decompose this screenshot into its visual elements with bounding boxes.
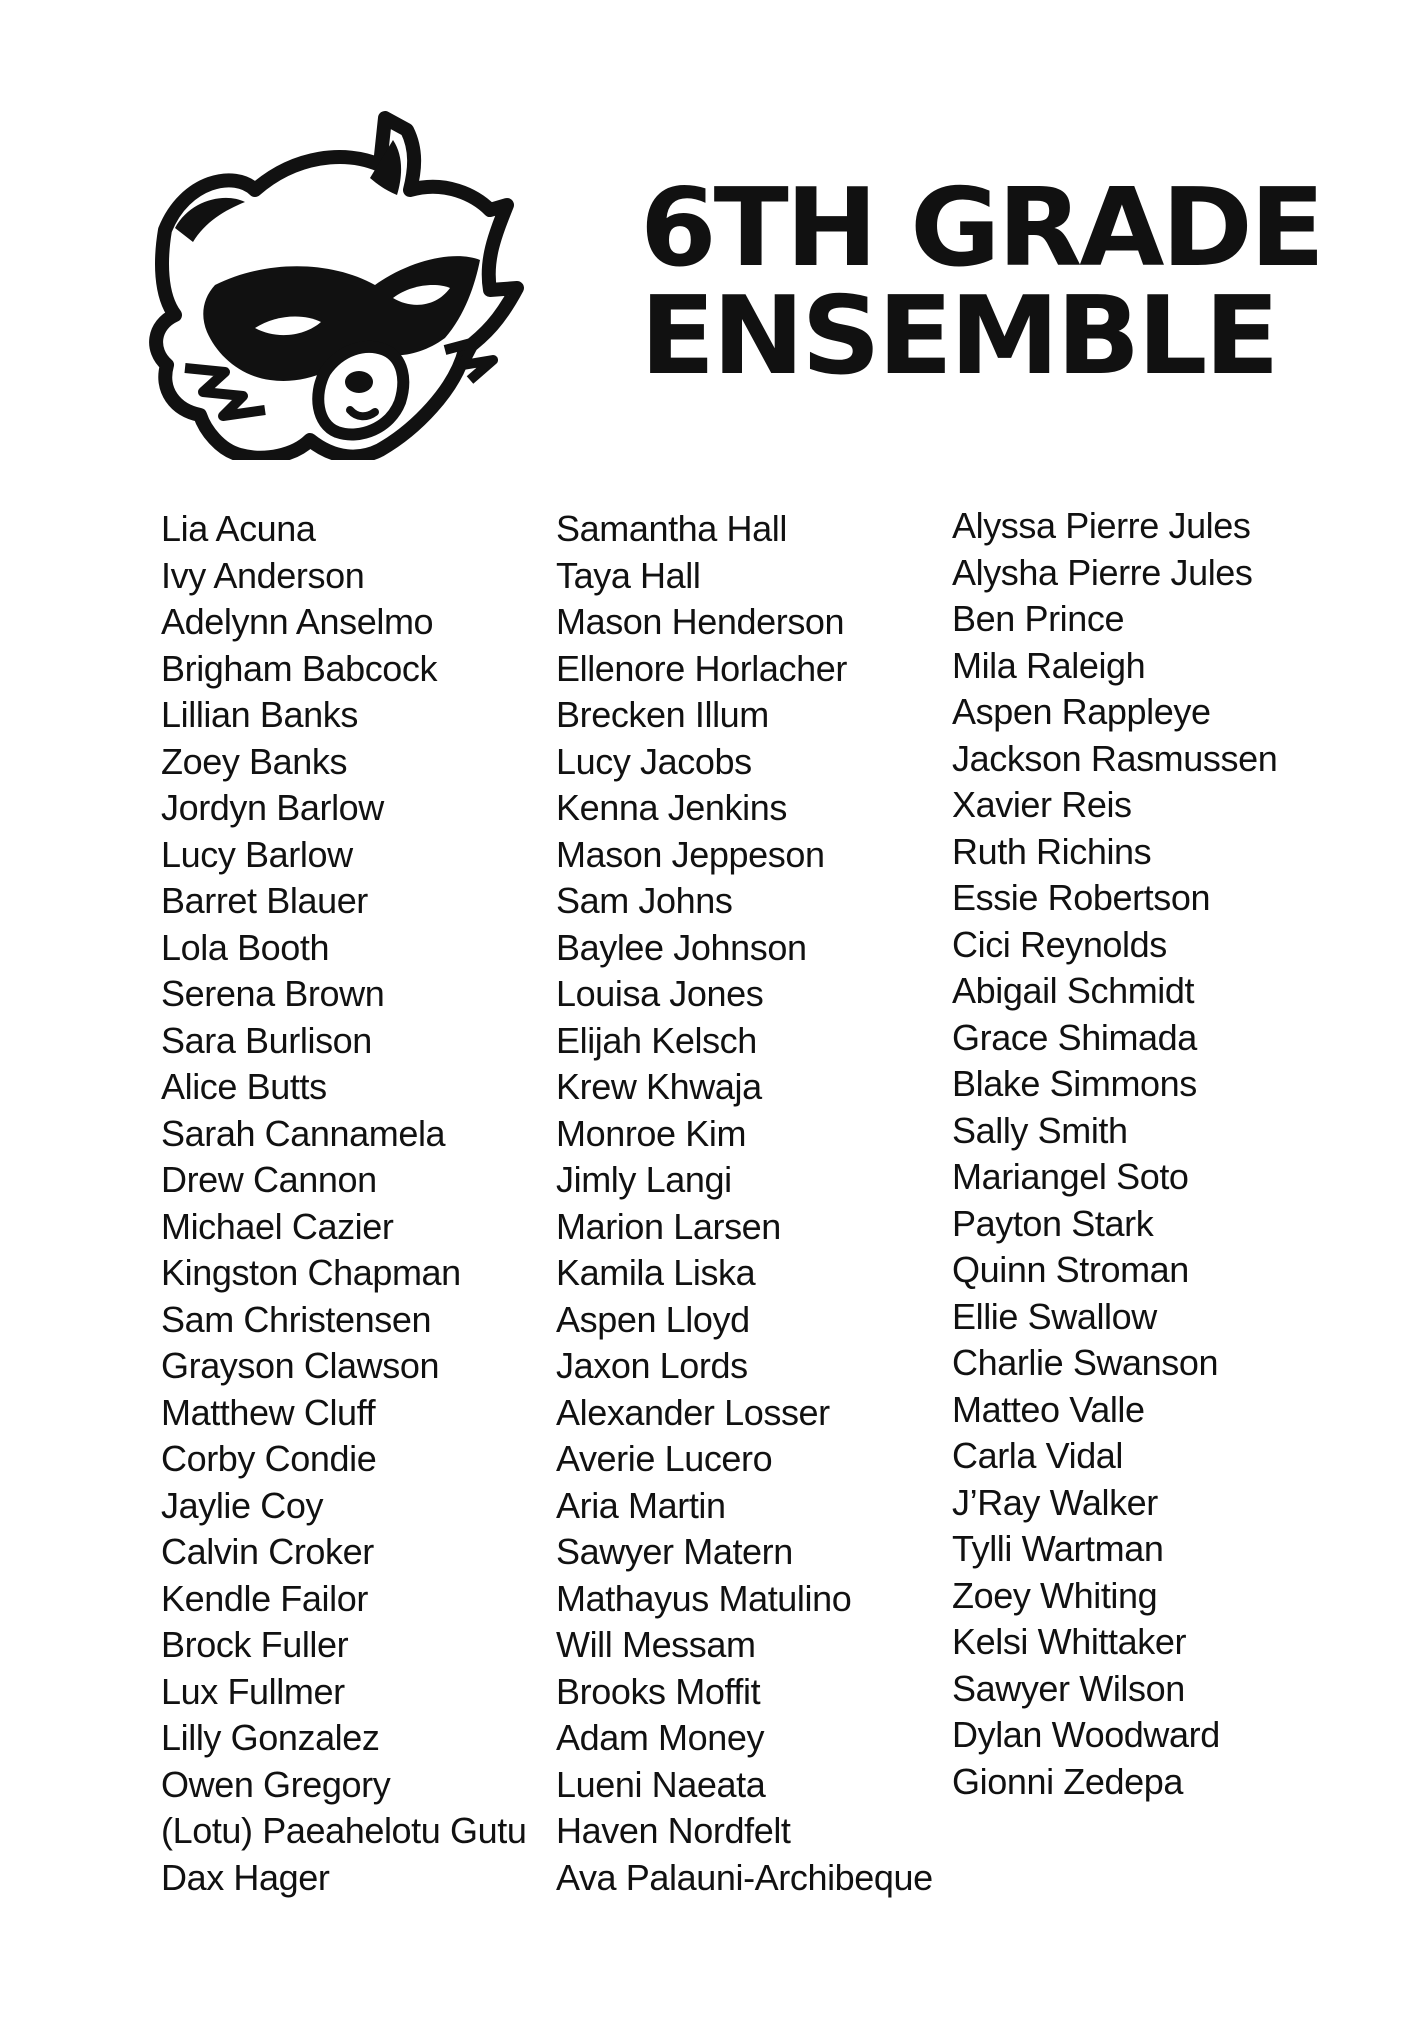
student-name: Matteo Valle: [952, 1388, 1145, 1430]
student-name: Kamila Liska: [556, 1252, 756, 1293]
student-name: Calvin Croker: [161, 1531, 374, 1572]
student-name: Carla Vidal: [952, 1435, 1124, 1476]
student-name: Michael Cazier: [161, 1205, 394, 1247]
student-name: Drew Cannon: [161, 1159, 377, 1200]
student-name: Monroe Kim: [556, 1112, 747, 1154]
roster-column-1: [161, 506, 526, 1901]
student-name: Lilly Gonzalez: [161, 1717, 380, 1758]
student-name: Dax Hager: [161, 1856, 330, 1898]
student-name: Quinn Stroman: [952, 1249, 1189, 1290]
student-name: Aria Martin: [556, 1484, 726, 1526]
student-name: Dylan Woodward: [952, 1714, 1220, 1755]
student-name: Lola Booth: [161, 926, 330, 968]
page-title: [640, 166, 1322, 399]
student-name: Lux Fullmer: [161, 1670, 345, 1712]
student-name: Gionni Zedepa: [952, 1760, 1183, 1802]
student-name: Brock Fuller: [161, 1624, 349, 1665]
student-name: Jackson Rasmussen: [952, 737, 1278, 779]
student-name: Adam Money: [556, 1717, 765, 1758]
student-name: Kingston Chapman: [161, 1252, 461, 1293]
student-name: Jordyn Barlow: [161, 787, 384, 828]
student-name: Xavier Reis: [952, 784, 1132, 825]
student-name: Ava Palauni-Archibeque: [556, 1856, 933, 1898]
student-name: Mila Raleigh: [952, 644, 1146, 686]
student-name: Abigail Schmidt: [952, 970, 1195, 1011]
roster-column-3: [952, 503, 1277, 1805]
student-name: Alice Butts: [161, 1066, 327, 1107]
student-name: Brigham Babcock: [161, 647, 438, 689]
roster-column-2: [556, 506, 933, 1901]
student-name: Mathayus Matulino: [556, 1577, 852, 1619]
student-name: Charlie Swanson: [952, 1342, 1219, 1383]
student-name: Jaylie Coy: [161, 1484, 324, 1526]
student-name: Samantha Hall: [556, 508, 787, 549]
student-name: Krew Khwaja: [556, 1066, 762, 1107]
student-name: Adelynn Anselmo: [161, 601, 434, 642]
student-name: Sawyer Matern: [556, 1531, 793, 1572]
student-name: Lillian Banks: [161, 694, 358, 735]
student-name: Tylli Wartman: [952, 1528, 1164, 1569]
student-name: Blake Simmons: [952, 1063, 1197, 1104]
student-name: Mason Henderson: [556, 601, 845, 642]
student-name: Jimly Langi: [556, 1159, 732, 1200]
student-name: Ben Prince: [952, 598, 1125, 639]
student-name: Mason Jeppeson: [556, 833, 825, 875]
student-name: Alexander Losser: [556, 1391, 830, 1433]
student-name: Alyssa Pierre Jules: [952, 505, 1251, 546]
student-name: Serena Brown: [161, 973, 385, 1014]
student-name: Sam Johns: [556, 880, 733, 921]
student-name: Sawyer Wilson: [952, 1667, 1185, 1709]
student-name: Lucy Jacobs: [556, 740, 752, 782]
student-name: Ellenore Horlacher: [556, 647, 847, 689]
student-name: J’Ray Walker: [952, 1481, 1158, 1523]
student-name: Alysha Pierre Jules: [952, 551, 1253, 593]
student-name: Haven Nordfelt: [556, 1810, 791, 1851]
student-name: Mariangel Soto: [952, 1156, 1189, 1197]
student-name: Lueni Naeata: [556, 1763, 766, 1805]
student-name: Aspen Rappleye: [952, 691, 1211, 732]
student-name: Averie Lucero: [556, 1438, 773, 1479]
student-name: Zoey Banks: [161, 740, 348, 782]
student-name: Brooks Moffit: [556, 1670, 761, 1712]
student-name: Lucy Barlow: [161, 833, 353, 875]
student-name: Kenna Jenkins: [556, 787, 787, 828]
student-name: Marion Larsen: [556, 1205, 781, 1247]
student-name: Lia Acuna: [161, 508, 316, 549]
student-name: Payton Stark: [952, 1202, 1154, 1244]
student-name: Sarah Cannamela: [161, 1112, 446, 1154]
student-name: Elijah Kelsch: [556, 1019, 757, 1061]
student-name: Grayson Clawson: [161, 1345, 440, 1386]
title-line-2: ENSEMBLE: [640, 274, 1277, 399]
student-name: Brecken Illum: [556, 694, 769, 735]
raccoon-nose: [345, 371, 373, 393]
student-name: Ellie Swallow: [952, 1295, 1157, 1337]
student-name: Ivy Anderson: [161, 554, 365, 596]
student-name: Kendle Failor: [161, 1577, 368, 1619]
student-name: Matthew Cluff: [161, 1391, 376, 1433]
student-name: Will Messam: [556, 1624, 756, 1665]
student-name: Corby Condie: [161, 1438, 377, 1479]
title-line-1: 6TH GRADE: [640, 166, 1322, 291]
student-name: Cici Reynolds: [952, 923, 1167, 965]
student-name: Essie Robertson: [952, 877, 1211, 918]
student-name: Baylee Johnson: [556, 926, 807, 968]
student-name: Zoey Whiting: [952, 1574, 1158, 1616]
student-name: Jaxon Lords: [556, 1345, 748, 1386]
student-name: Taya Hall: [556, 554, 701, 596]
student-name: Sally Smith: [952, 1109, 1128, 1151]
student-name: Kelsi Whittaker: [952, 1621, 1187, 1662]
student-name: Sara Burlison: [161, 1019, 372, 1061]
raccoon-head-icon: [145, 110, 525, 460]
student-name: Ruth Richins: [952, 830, 1152, 872]
student-name: Owen Gregory: [161, 1763, 391, 1805]
student-name: (Lotu) Paeahelotu Gutu: [161, 1810, 527, 1851]
student-name: Barret Blauer: [161, 880, 368, 921]
student-name: Louisa Jones: [556, 973, 764, 1014]
student-name: Aspen Lloyd: [556, 1298, 750, 1340]
student-name: Sam Christensen: [161, 1298, 432, 1340]
student-name: Grace Shimada: [952, 1016, 1197, 1058]
